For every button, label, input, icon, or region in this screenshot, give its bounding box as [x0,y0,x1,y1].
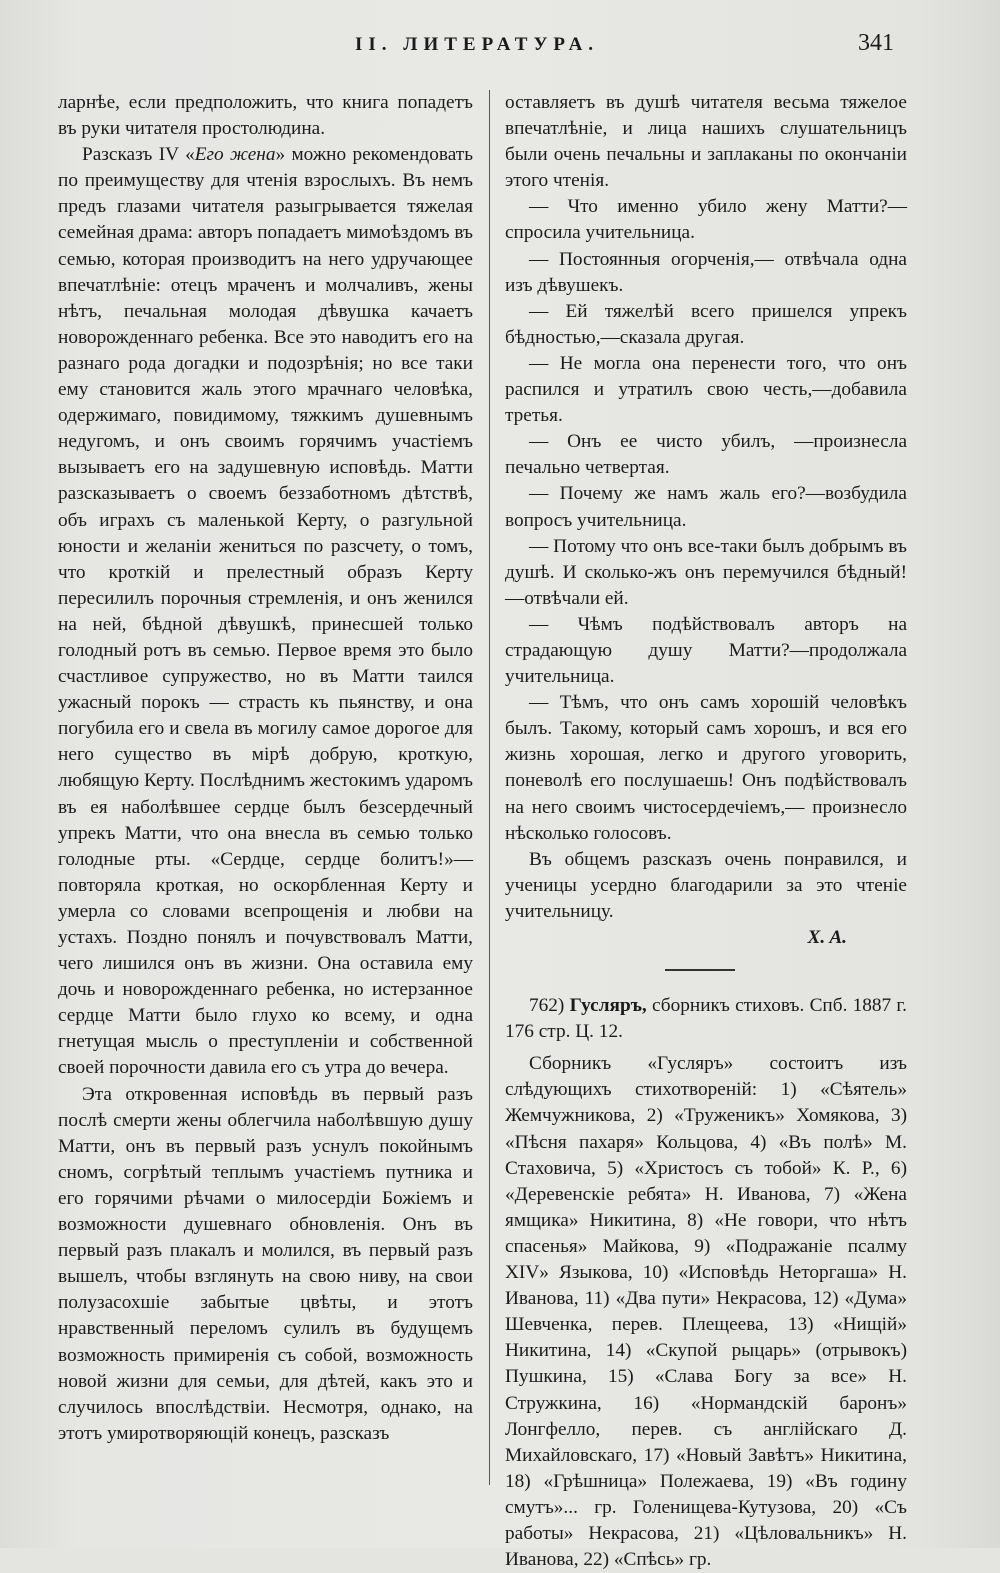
left-column [58,90,473,1447]
paragraph: оставляетъ въ душѣ читателя весьма тяжелое впечатлѣніе, и лица нашихъ слушательницъ были очень печальны и заплаканы по окончаніи этого чтенія. [505,92,907,192]
text-span: » можно рекомендовать по преимуществу для чтенія взрослыхъ. Въ немъ предъ глазами читателя разыгрывается тяжелая семейная драма: авторъ попадаетъ мимоѣздомъ въ семью, которая производитъ на него удручающее впечатлѣніе: отецъ мраченъ и молчаливъ, жены нѣтъ, печальная молодая дѣвушка качаетъ новорожденнаго ребенка. Все это наводитъ его на разнаго рода догадки и подозрѣнія; но все таки ему становится жаль этого мрачнаго человѣка, одержимаго, повидимому, тяжкимъ душевнымъ недугомъ, и онъ своимъ горячимъ участіемъ вызываетъ его на задушевную исповѣдь. Матти разсказываетъ о своемъ беззаботномъ дѣтствѣ, объ играхъ съ маленькой Керту, о разгульной юности и желаніи жениться по разсчету, о томъ, что кроткій и прелестный образъ Керту пересилилъ порочныя стремленія, и онъ женился на ней, бѣдной дѣвушкѣ, принесшей только голодный ротъ въ семью. Первое время это было счастливое супружество, но въ Матти таился ужасный порокъ — страсть къ пьянству, и она погубила его и свела въ могилу самое дорогое для него существо въ мірѣ добрую, кроткую, любящую Керту. Послѣднимъ жестокимъ ударомъ въ ея наболѣвшее сердце былъ безсердечный упрекъ Матти, что она внесла въ семью только голодные рты. «Сердце, сердце болитъ!»—повторяла кроткая, но оскорбленная Керту и умерла со словами всепрощенія и любви на устахъ. Поздно понялъ и почувствовалъ Матти, чего лишился онъ въ жизни. Она оставила ему дочь и новорожденнаго ребенка, но истерзанное сердце Матти было глухо ко всему, и одна гнетущая мысль о преступленіи и собственной своей порочности давила его съ утра до вечера. [58,144,473,1079]
entry-details: сборникъ стиховъ. Спб. 1887 г. 176 стр. Ц. 12. [505,995,907,1043]
author-signature: X. A. [807,927,847,948]
running-title: II. ЛИТЕРАТУРА. [355,34,600,55]
dialogue-line: — Тѣмъ, что онъ самъ хорошій человѣкъ былъ. Такому, который самъ хорошъ, и вся его жизнь хорошая, легко и другого уговорить, поневолѣ его послушаешь! Онъ подѣйствовалъ на него своимъ чистосердечіемъ,— произнесло нѣсколько голосовъ. [505,692,907,844]
paragraph-story-iv [58,142,473,1081]
entry-title: Гусляръ, [569,995,647,1017]
page-header [0,22,1000,62]
dialogue-line: — Не могла она перенести того, что онъ распился и утратилъ свою честь,—добавила третья. [505,352,907,427]
story-title: Его жена [194,144,276,166]
paragraph: Эта откровенная исповѣдь въ первый разъ послѣ смерти жены облегчила наболѣвшую душу Матти, онъ въ первый разъ уснулъ покойнымъ сномъ, согрѣтый теплымъ участіемъ путника и его горячими рѣчами о милосердіи Божіемъ и возможности душевнаго обновленія. Онъ въ первый разъ плакалъ и молился, въ первый разъ вышелъ, чтобы взглянуть на свою ниву, на свои полузасохшіе забытые цвѣты, и этотъ нравственный переломъ сулилъ въ будущемъ возможность примиренія съ собой, возможность новой жизни для семьи, для дѣтей, какъ это и случилось впослѣдствіи. Несмотря, однако, на этотъ умиротворяющій конецъ, разсказъ [58,1083,473,1444]
paragraph: ларнѣе, если предположить, что книга попадетъ въ руки читателя простолюдина. [58,92,473,140]
right-column [505,90,907,1573]
page-number: 341 [858,30,894,56]
dialogue-line: — Потому что онъ все-таки былъ добрымъ въ душѣ. И сколько-жъ онъ перемучился бѣдный!—отвѣчали ей. [505,535,907,609]
dialogue-line: — Чѣмъ подѣйствовалъ авторъ на страдающую душу Матти?—продолжала учительница. [505,613,907,688]
paragraph: Сборникъ «Гусляръ» состоитъ изъ слѣдующихъ стихотвореній: 1) «Сѣятель» Жемчужникова, 2) «Труженикъ» Хомякова, 3) «Пѣсня пахаря» Кольцова, 4) «Въ полѣ» М. Стаховича, 5) «Христосъ съ тобой» К. Р., 6) «Деревенскіе ребята» Н. Иванова, 7) «Жена ямщика» Никитина, 8) «Не говори, что нѣтъ спасенья» Майкова, 9) «Подражаніе псалму XIV» Языкова, 10) «Исповѣдь Неторгаша» Н. Иванова, 11) «Два пути» Некрасова, 12) «Дума» Шевченка, перев. Плещеева, 13) «Нищій» Никитина, 14) «Скупой рыцарь» (отрывокъ) Пушкина, 15) «Слава Богу за все» Н. Стружкина, 16) «Нормандскій баронъ» Лонгфелло, перев. съ англійскаго Д. Михайловскаго, 17) «Новый Завѣтъ» Никитина, 18) «Грѣшница» Полежаева, 19) «Въ годину смутъ»... гр. Голенищева-Кутузова, 20) «Съ работы» Некрасова, 21) «Цѣловальникъ» Н. Иванова, 22) «Спѣсь» гр. [505,1053,907,1571]
entry-heading [505,993,907,1045]
dialogue-line: — Онъ ее чисто убилъ, —произнесла печально четвертая. [505,431,907,479]
column-divider [489,90,490,1485]
dialogue-line: — Постоянныя огорченія,— отвѣчала одна изъ дѣвушекъ. [505,248,907,296]
section-rule [665,969,735,971]
dialogue-line: — Что именно убило жену Матти?—спросила учительница. [505,196,907,244]
text-span: Разсказъ IV « [82,144,195,166]
paragraph: Въ общемъ разсказъ очень понравился, и ученицы усердно благодарили за это чтеніе учительницу. [505,848,907,922]
dialogue-line: — Ей тяжелѣй всего пришелся упрекъ бѣдностью,—сказала другая. [505,300,907,348]
entry-number: 762) [529,995,565,1017]
dialogue-line: — Почему же намъ жаль его?—возбудила вопросъ учительница. [505,483,907,531]
